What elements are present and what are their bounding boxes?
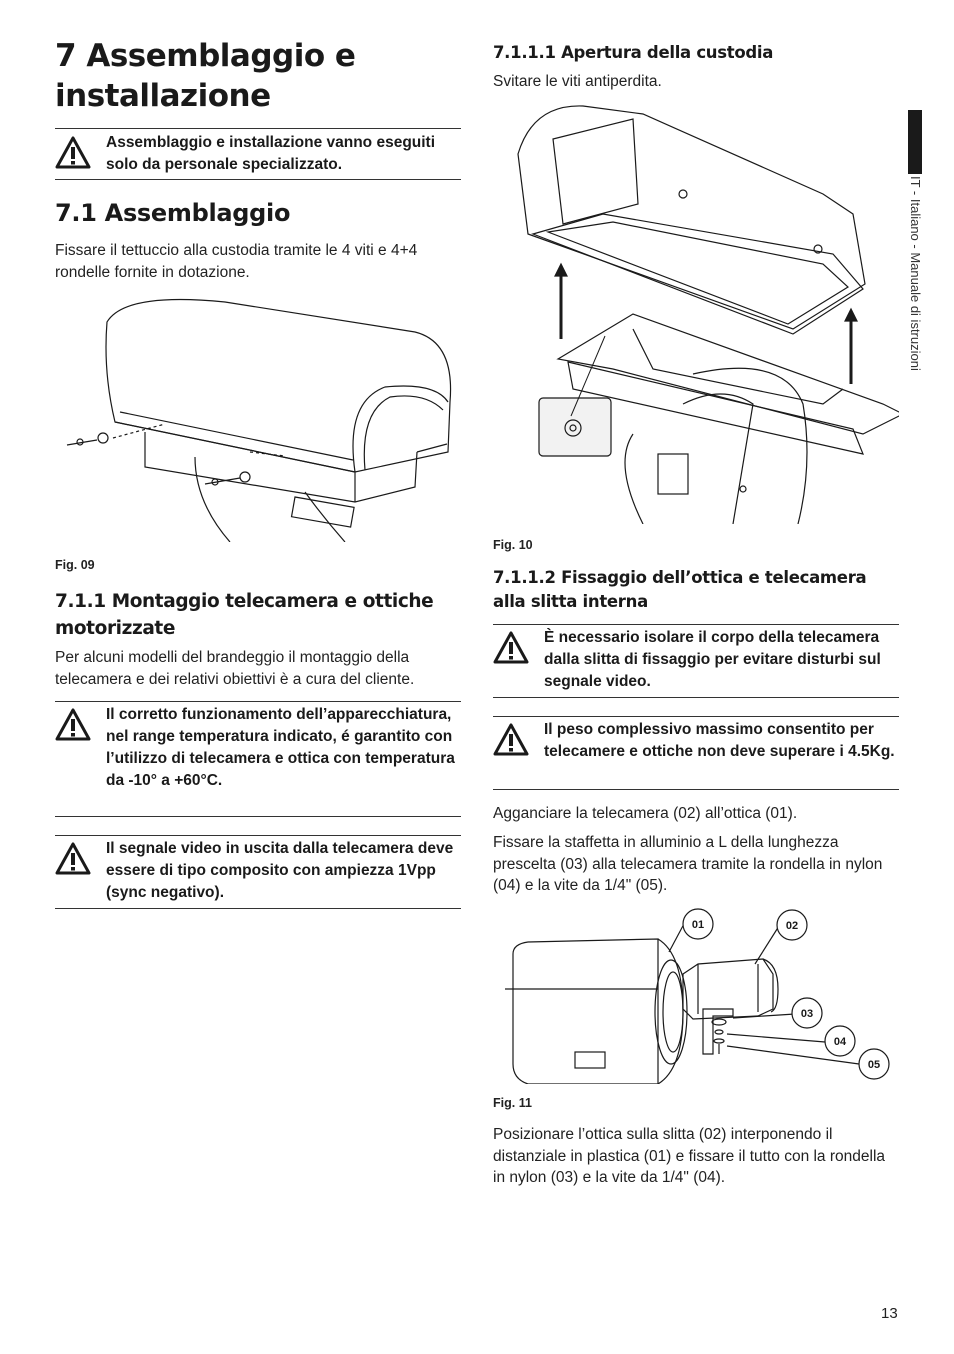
warning-box-4: [493, 624, 899, 698]
section-7-1-1-1-body: Svitare le viti antiperdita.: [493, 73, 662, 90]
section-7-1-1-2-body-2: Fissare la staffetta in alluminio a L della lunghezza prescelta (03) alla telecamera tramite la rondella in nylon (04) e la vite da 1/4" (05).: [493, 834, 883, 894]
figure-10-housing-opening: [493, 104, 899, 524]
language-tab-marker: [908, 110, 922, 174]
section-7-1-1-2-title: 7.1.1.2 Fissaggio dell’ottica e telecamera alla slitta interna: [493, 568, 867, 611]
chapter-title: 7 Assemblaggio e installazione: [55, 38, 356, 114]
callout-01: 01: [691, 919, 705, 931]
warning-text-4: È necessario isolare il corpo della telecamera dalla slitta di fissaggio per evitare disturbi sul segnale video.: [544, 629, 881, 690]
section-7-1-1-1-title: 7.1.1.1 Apertura della custodia: [493, 43, 774, 62]
warning-box-3: [55, 835, 461, 909]
warning-text-2: Il corretto funzionamento dell’apparecchiatura, nel range temperatura indicato, é garantito con l’utilizzo di telecamera e ottica con temperatura da -10° a +60°C.: [106, 706, 455, 789]
section-7-1-1-2-body-3: Posizionare l’ottica sulla slitta (02) interponendo il distanziale in plastica (01) e fissare il tutto con la rondella in nylon (03) e la vite da 1/4" (04).: [493, 1126, 886, 1186]
warning-icon: [493, 723, 529, 757]
sidebar-label: IT - Italiano - Manuale di istruzioni: [908, 176, 923, 371]
warning-text-1: Assemblaggio e installazione vanno eseguiti solo da personale specializzato.: [106, 134, 436, 173]
callout-03: 03: [800, 1008, 814, 1020]
warning-text-5: Il peso complessivo massimo consentito per telecamere e ottiche non deve superare i 4.5Kg.: [544, 721, 895, 760]
warning-icon: [55, 136, 91, 170]
warning-box-1: [55, 128, 461, 180]
figure-09-housing-roof: [55, 292, 461, 542]
warning-text-3: Il segnale video in uscita dalla telecamera deve essere di tipo composito con ampiezza 1Vpp (sync negativo).: [106, 840, 454, 901]
callout-04: 04: [833, 1036, 847, 1048]
callout-02: 02: [785, 920, 799, 932]
warning-icon: [55, 708, 91, 742]
page-number: 13: [881, 1305, 898, 1322]
section-7-1-body: Fissare il tettuccio alla custodia tramite le 4 viti e 4+4 rondelle fornite in dotazione.: [55, 242, 418, 281]
warning-box-2: [55, 701, 461, 817]
section-7-1-1-title: 7.1.1 Montaggio telecamera e ottiche motorizzate: [55, 591, 434, 639]
warning-box-5: [493, 716, 899, 790]
warning-icon: [55, 842, 91, 876]
figure-09-caption: Fig. 09: [55, 558, 95, 572]
callout-05: 05: [867, 1059, 881, 1071]
section-7-1-1-2-body-1: Agganciare la telecamera (02) all’ottica (01).: [493, 805, 798, 822]
figure-10-caption: Fig. 10: [493, 538, 533, 552]
figure-11-camera-mounting: [493, 904, 899, 1084]
section-7-1-1-body: Per alcuni modelli del brandeggio il montaggio della telecamera e dei relativi obiettivi è a cura del cliente.: [55, 649, 415, 688]
warning-icon: [493, 631, 529, 665]
section-7-1-title: 7.1 Assemblaggio: [55, 199, 291, 227]
figure-11-caption: Fig. 11: [493, 1096, 532, 1110]
